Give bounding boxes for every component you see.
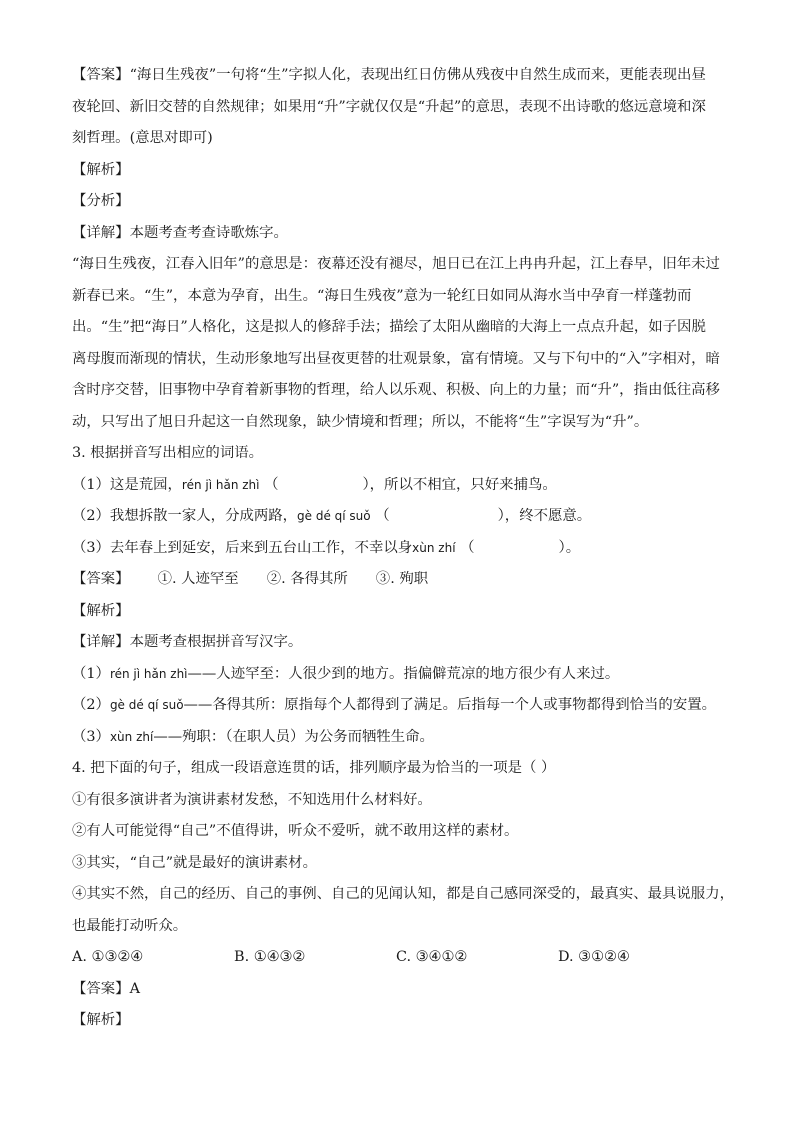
q3-explanation-1-pinyin: rén jì hǎn zhì: [109, 666, 188, 681]
q3-item-3-suffix: ）。: [558, 539, 581, 556]
q3-answer-1: ①. 人迹罕至: [157, 571, 239, 587]
q3-explanation-3-text: ——殉职：（在职人员）为公务而牺牲生命。: [153, 728, 434, 745]
q3-answer-3: ③. 殉职: [375, 571, 429, 587]
q2-answer-line-3: 刻哲理。(意思对即可): [72, 130, 213, 146]
q3-explanation-1: [72, 659, 732, 691]
document-page: [72, 60, 732, 1037]
q2-detail-line-2: 新春已来。“生”，本意为孕育，出生。“海日生残夜”意为一轮红日如同从海水当中孕育一样蓬勃而: [72, 287, 692, 304]
q2-detail-line-4: 离母腹而渐现的情状，生动形象地写出昼夜更替的壮观景象，富有情境。又与下句中的“入”字相对，暗: [72, 350, 720, 367]
q3-explanation-2-pinyin: gè dé qí suǒ: [109, 698, 184, 712]
q3-detail-label: 【详解】本题考查根据拼音写汉字。: [72, 634, 303, 650]
q2-detail-line-3: 出。“生”把“海日”人格化，这是拟人的修辞手法；描绘了太阳从幽暗的大海上一点点升起，如子因脱: [72, 319, 706, 335]
q3-jiexi-label: 【解析】: [72, 602, 130, 619]
q3-explanation-2-num: （2）: [72, 697, 110, 713]
q3-explanation-3-num: （3）: [72, 728, 110, 745]
q3-item-1: [72, 470, 732, 502]
q4-title: 4. 把下面的句子，组成一段语意连贯的话，排列顺序最为恰当的一项是（ ）: [72, 760, 556, 776]
q4-sentence-4-line-2: 也最能打动听众。: [72, 917, 188, 934]
q3-item-1-pinyin: rén jì hǎn zhì: [181, 477, 260, 492]
q4-answer: 【答案】A: [72, 980, 140, 997]
q3-title: 3. 根据拼音写出相应的词语。: [72, 445, 263, 461]
q4-sentence-1: ①有很多演讲者为演讲素材发愁，不知选用什么材料好。: [72, 791, 432, 808]
q2-detail-line-6: 动，只写出了旭日升起这一自然现象，缺少情境和哲理；所以，不能将“生”字误写为“升”。: [72, 413, 649, 430]
q4-option-a[interactable]: A. ①③②④: [72, 949, 144, 965]
q4-sentence-2: ②有人可能觉得“自己”不值得讲，听众不爱听，就不敢用这样的素材。: [72, 823, 519, 839]
q3-answer-2: ②. 各得其所: [266, 571, 348, 587]
q3-explanation-3-pinyin: xùn zhí: [109, 729, 154, 744]
q3-item-2-pinyin: gè dé qí suǒ: [297, 509, 371, 523]
q3-explanation-3: [72, 722, 732, 754]
q3-item-1-blank[interactable]: [278, 488, 362, 489]
q3-item-1-prefix: （1）这是荒园，: [72, 476, 182, 493]
q2-answer-line-1: 【答案】“海日生残夜”一句将“生”字拟人化，表现出红日仿佛从残夜中自然生成而来，更能表现出昼: [72, 67, 706, 83]
q2-detail-line-5: 含时序交替，旧事物中孕育着新事物的哲理，给人以乐观、积极、向上的力量；而“升”，指由低往高移: [72, 382, 720, 398]
q3-item-2: [72, 501, 732, 533]
q3-answer-label: 【答案】: [72, 571, 130, 587]
q3-item-1-open: （: [264, 476, 279, 493]
q4-option-c[interactable]: C. ③④①②: [396, 949, 468, 965]
q3-item-2-open: （: [375, 508, 390, 524]
q3-item-2-prefix: （2）我想拆散一家人，分成两路，: [72, 508, 298, 524]
q3-answer-row: [72, 564, 732, 596]
q2-fenxi-label: 【分析】: [72, 193, 130, 209]
q3-explanation-2-text: ——各得其所：原指每个人都得到了满足。后指每一个人或事物都得到恰当的安置。: [183, 697, 716, 713]
q3-item-2-suffix: ），终不愿意。: [497, 508, 592, 524]
q2-jiexi-label: 【解析】: [72, 161, 130, 178]
q3-item-1-suffix: ），所以不相宜，只好来捕鸟。: [362, 476, 557, 493]
q4-options: [72, 942, 732, 974]
q2-detail-label: 【详解】本题考查考查诗歌炼字。: [72, 224, 288, 241]
q3-item-3-prefix: （3）去年春上到延安，后来到五台山工作，不幸以身: [72, 539, 413, 556]
q2-answer-line-2: 夜轮回、新旧交替的自然规律；如果用“升”字就仅仅是“升起”的意思，表现不出诗歌的悠远意境和深: [72, 98, 706, 115]
q3-item-3-pinyin: xùn zhí: [412, 540, 456, 555]
q3-item-3-blank[interactable]: [475, 551, 559, 552]
q3-item-3: [72, 533, 732, 565]
q2-detail-line-1: “海日生残夜，江春入旧年”的意思是：夜幕还没有褪尽，旭日已在江上冉冉升起，江上春早，旧年未过: [72, 256, 720, 272]
q4-option-b[interactable]: B. ①④③②: [234, 949, 306, 965]
q3-item-3-open: （: [460, 539, 475, 556]
q4-jiexi-label: 【解析】: [72, 1012, 130, 1028]
q4-sentence-4-line-1: ④其实不然，自己的经历、自己的事例、自己的见闻认知，都是自己感同深受的，最真实、最具说服力，: [72, 886, 734, 902]
q3-item-2-blank[interactable]: [390, 519, 498, 520]
q3-explanation-1-num: （1）: [72, 665, 110, 682]
q3-explanation-2: [72, 690, 732, 722]
q4-sentence-3: ③其实，“自己”就是最好的演讲素材。: [72, 854, 317, 871]
q3-explanation-1-text: ——人迹罕至：人很少到的地方。指偏僻荒凉的地方很少有人来过。: [187, 665, 620, 682]
q4-option-d[interactable]: D. ③①②④: [558, 949, 630, 965]
